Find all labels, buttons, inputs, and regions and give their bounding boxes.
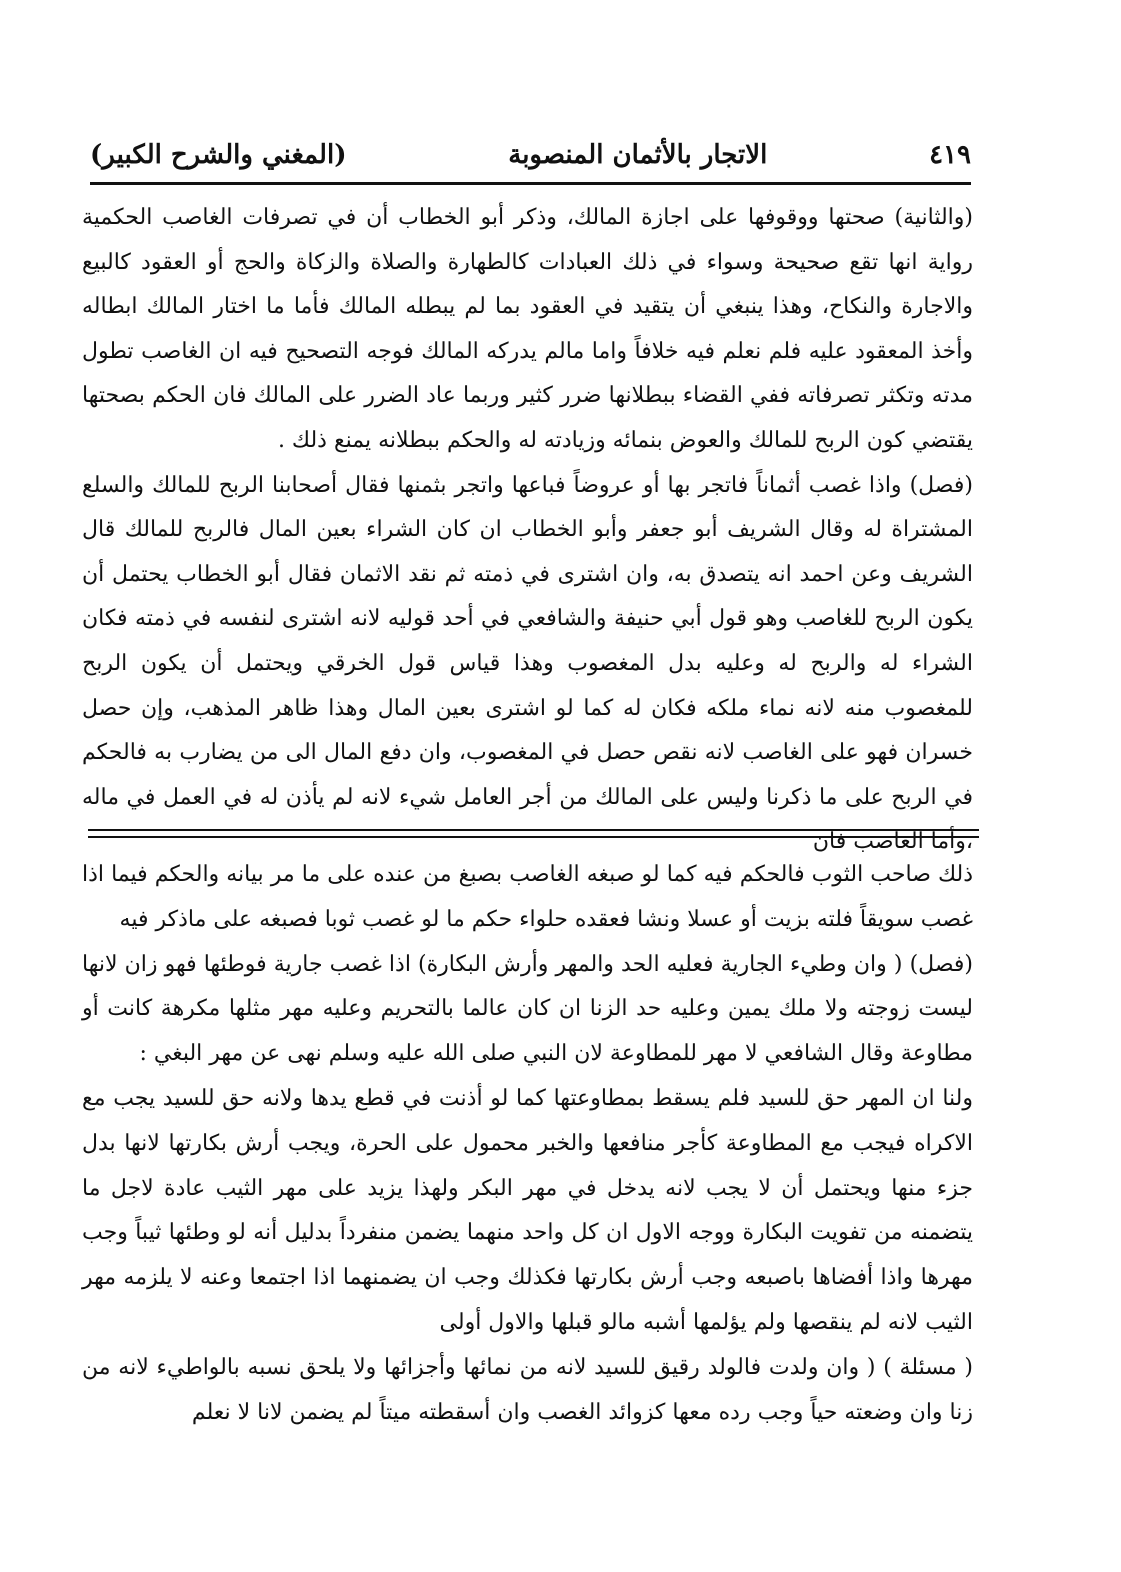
page-number: ٤١٩	[929, 140, 971, 170]
header-rule	[90, 182, 971, 185]
section-divider	[88, 829, 979, 831]
commentary-paragraph: (فصل) ( وان وطيء الجارية فعليه الحد والمهر وأرش البكارة) اذا غصب جارية فوطئها فهو زان لانها ليست زوجته ولا ملك يمين وعليه حد الزنا ان كان عالما بالتحريم وعليه مهر مثلها مكرهة كانت أو مطاوعة وقال الشافعي لا مهر للمطاوعة لان النبي صلى الله عليه وسلم نهى عن مهر البغي :	[82, 951, 973, 1067]
commentary-paragraph: ذلك صاحب الثوب فالحكم فيه كما لو صبغه الغاصب بصبغ من عنده على ما مر بيانه والحكم فيما اذا غصب سويقاً فلته بزيت أو عسلا ونشا فعقده حلواء حكم ما لو غصب ثوبا فصبغه على ماذكر فيه	[82, 862, 973, 932]
commentary-paragraph: ( مسئلة ) ( وان ولدت فالولد رقيق للسيد لانه من نمائها وأجزائها ولا يلحق نسبه بالواطيء لانه من زنا وان وضعته حياً وجب رده معها كزوائد الغصب وان أسقطته ميتاً لم يضمن لانا لا نعلم	[82, 1354, 973, 1425]
page-header	[90, 130, 971, 180]
chapter-title: الاتجار بالأثمان المنصوبة	[508, 140, 768, 170]
section-divider	[88, 836, 979, 838]
main-paragraph: (والثانية) صحتها ووقوفها على اجازة المالك، وذكر أبو الخطاب أن في تصرفات الغاصب الحكمية رواية انها تقع صحيحة وسواء في ذلك العبادات كالطهارة والصلاة والزكاة والحج أو العقود كالبيع والاجارة والنكاح، وهذا ينبغي أن يتقيد في العقود بما لم يبطله المالك فأما ما اختار المالك ابطاله وأخذ المعقود عليه فلم نعلم فيه خلافاً واما مالم يدركه المالك فوجه التصحيح فيه ان الغاصب تطول مدته وتكثر تصرفاته ففي القضاء ببطلانها ضرر كثير وربما عاد الضرر على المالك فان الحكم بصحتها يقتضي كون الربح للمالك والعوض بنمائه وزيادته له والحكم ببطلانه يمنع ذلك .	[82, 205, 973, 453]
main-paragraph: (فصل) واذا غصب أثماناً فاتجر بها أو عروضاً فباعها واتجر بثمنها فقال أصحابنا الربح للمالك والسلع المشتراة له وقال الشريف أبو جعفر وأبو الخطاب ان كان الشراء بعين المال فالربح للمالك قال الشريف وعن احمد انه يتصدق به، وان اشترى في ذمته ثم نقد الاثمان فقال أبو الخطاب يحتمل أن يكون الربح للغاصب وهو قول أبي حنيفة والشافعي في أحد قوليه لانه اشترى لنفسه في ذمته فكان الشراء له والربح له وعليه بدل المغصوب وهذا قياس قول الخرقي ويحتمل أن يكون الربح للمغصوب منه لانه نماء ملكه فكان له كما لو اشترى بعين المال وهذا ظاهر المذهب، وإن حصل خسران فهو على الغاصب لانه نقص حصل في المغصوب، وان دفع المال الى من يضارب به فالحكم في الربح على ما ذكرنا وليس على المالك من أجر العامل شيء لانه لم يأذن له في العمل في ماله ،وأما الغاصب فان	[82, 472, 973, 855]
commentary-paragraph: ولنا ان المهر حق للسيد فلم يسقط بمطاوعتها كما لو أذنت في قطع يدها ولانه حق للسيد يجب مع الاكراه فيجب مع المطاوعة كأجر منافعها والخبر محمول على الحرة، ويجب أرش بكارتها لانها بدل جزء منها ويحتمل أن لا يجب لانه يدخل في مهر البكر ولهذا يزيد على مهر الثيب عادة لاجل ما يتضمنه من تفويت البكارة ووجه الاول ان كل واحد منهما يضمن منفرداً بدليل أنه لو وطئها ثيباً وجب مهرها واذا أفضاها باصبعه وجب أرش بكارتها فكذلك وجب ان يضمنهما اذا اجتمعا وعنه لا يلزمه مهر الثيب لانه لم ينقصها ولم يؤلمها أشبه مالو قبلها والاول أولى	[82, 1085, 973, 1335]
commentary-text	[82, 853, 973, 1435]
main-text	[82, 196, 973, 865]
book-title: (المغني والشرح الكبير)	[90, 140, 347, 170]
